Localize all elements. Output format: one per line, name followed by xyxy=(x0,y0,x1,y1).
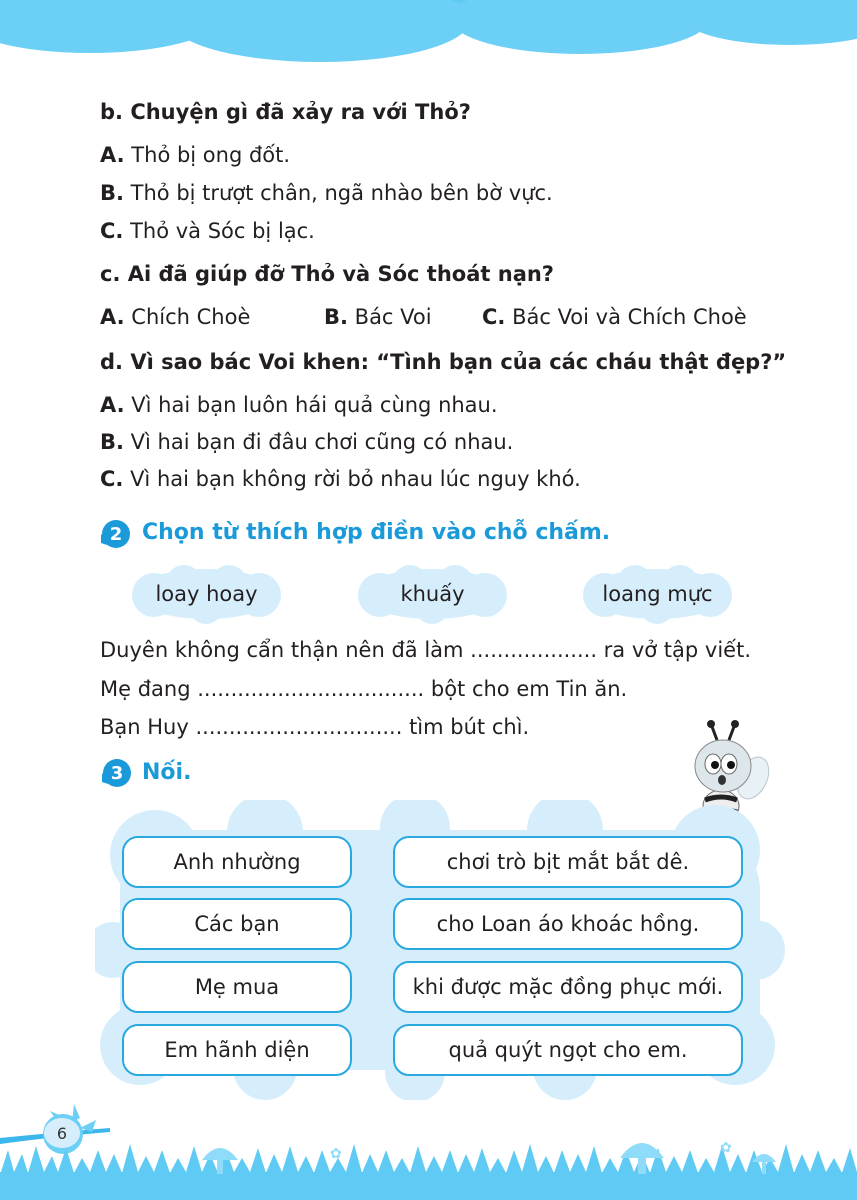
word-option-khuay: khuấy xyxy=(350,563,515,625)
question-c-title: c. Ai đã giúp đỡ Thỏ và Sóc thoát nạn? xyxy=(100,262,554,286)
left-box-1[interactable]: Anh nhường xyxy=(122,836,352,888)
exercise-2-title: Chọn từ thích hợp điền vào chỗ chấm. xyxy=(142,520,611,545)
word-option-loang-muc: loang mực xyxy=(575,563,740,625)
question-c-option-c: C. Bác Voi và Chích Choè xyxy=(482,305,747,329)
fill-sentence-1: Duyên không cẩn thận nên đã làm ................... ra vở tập viết. xyxy=(100,638,751,662)
left-box-3[interactable]: Mẹ mua xyxy=(122,961,352,1013)
fill-sentence-3: Bạn Huy ............................... tìm bút chì. xyxy=(100,715,530,739)
exercise-3-badge: 3 xyxy=(102,758,132,788)
question-b-option-a: A. Thỏ bị ong đốt. xyxy=(100,143,291,167)
page-number-badge xyxy=(44,1118,80,1148)
question-d-option-c: C. Vì hai bạn không rời bỏ nhau lúc nguy khó. xyxy=(100,467,581,491)
right-box-4[interactable]: quả quýt ngọt cho em. xyxy=(393,1024,743,1076)
left-box-4[interactable]: Em hãnh diện xyxy=(122,1024,352,1076)
question-b-option-b: B. Thỏ bị trượt chân, ngã nhào bên bờ vực. xyxy=(100,181,553,205)
right-box-3[interactable]: khi được mặc đồng phục mới. xyxy=(393,961,743,1013)
right-box-2[interactable]: cho Loan áo khoác hồng. xyxy=(393,898,743,950)
question-b-title: b. Chuyện gì đã xảy ra với Thỏ? xyxy=(100,100,471,124)
question-c-option-b: B. Bác Voi xyxy=(324,305,432,329)
svg-text:✿: ✿ xyxy=(330,1146,342,1162)
svg-text:✿: ✿ xyxy=(720,1140,732,1156)
question-c-option-a: A. Chích Choè xyxy=(100,305,251,329)
right-box-1[interactable]: chơi trò bịt mắt bắt dê. xyxy=(393,836,743,888)
word-option-loay-hoay: loay hoay xyxy=(124,563,289,625)
question-d-option-b: B. Vì hai bạn đi đâu chơi cũng có nhau. xyxy=(100,430,514,454)
exercise-3-title: Nối. xyxy=(142,760,192,785)
page-number: 6 xyxy=(56,1123,68,1143)
bottom-grass-border xyxy=(0,1080,857,1200)
exercise-2-badge: 2 xyxy=(101,519,131,549)
question-d-title: d. Vì sao bác Voi khen: “Tình bạn của các cháu thật đẹp?” xyxy=(100,350,787,374)
top-cloud-border xyxy=(0,0,857,75)
question-b-option-c: C. Thỏ và Sóc bị lạc. xyxy=(100,219,315,243)
fill-sentence-2: Mẹ đang .................................. bột cho em Tin ăn. xyxy=(100,677,628,701)
left-box-2[interactable]: Các bạn xyxy=(122,898,352,950)
question-d-option-a: A. Vì hai bạn luôn hái quả cùng nhau. xyxy=(100,393,498,417)
